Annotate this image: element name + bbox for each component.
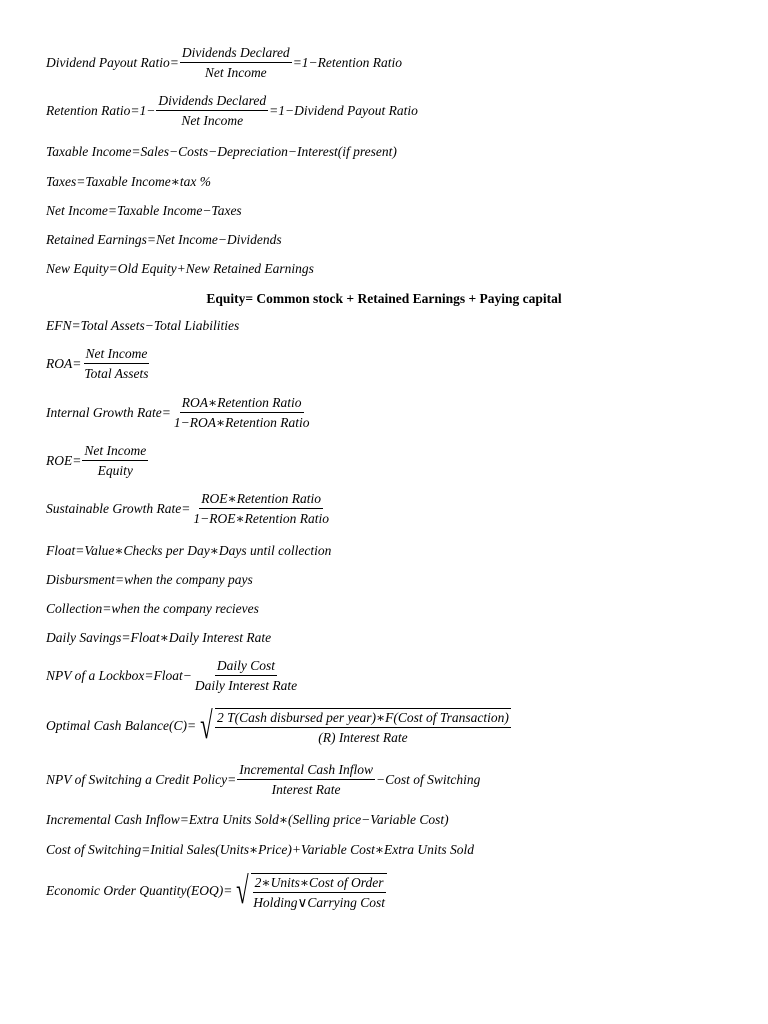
formula-eoq xyxy=(46,872,388,910)
radical-sign: √ xyxy=(200,705,213,747)
formula-daily-savings: Daily Savings=Float∗Daily Interest Rate xyxy=(46,630,272,645)
denominator: Total Assets xyxy=(84,365,149,381)
denominator: (R) Interest Rate xyxy=(318,729,408,745)
formula-disbursment: Disbursment=when the company pays xyxy=(46,572,253,587)
fraction xyxy=(237,763,375,796)
formula-lhs: Economic Order Quantity(EOQ)= xyxy=(46,883,233,899)
formula-roe xyxy=(46,444,149,477)
numerator: Dividends Declared xyxy=(156,94,268,111)
formula-sustainable-growth-rate xyxy=(46,492,332,525)
denominator: Net Income xyxy=(204,64,267,80)
numerator: ROA∗Retention Ratio xyxy=(180,396,304,413)
formula-retention-ratio xyxy=(46,94,418,127)
formula-efn: EFN=Total Assets−Total Liabilities xyxy=(46,318,240,333)
denominator: Holding∨Carrying Cost xyxy=(253,894,385,910)
formula-lhs: Optimal Cash Balance(C)= xyxy=(46,718,197,734)
formula-lhs: NPV of Switching a Credit Policy= xyxy=(46,771,237,787)
radical-sign: √ xyxy=(236,870,250,912)
formula-npv-lockbox xyxy=(46,659,300,692)
denominator: 1−ROA∗Retention Ratio xyxy=(173,414,310,430)
formula-lhs: ROA= xyxy=(46,355,82,371)
denominator: Equity xyxy=(97,462,133,478)
formula-lhs: Internal Growth Rate= xyxy=(46,404,171,420)
formula-rhs: =1−Retention Ratio xyxy=(292,54,403,70)
fraction xyxy=(172,396,312,429)
numerator: Incremental Cash Inflow xyxy=(237,763,375,780)
fraction xyxy=(82,347,150,380)
denominator: Daily Interest Rate xyxy=(194,677,298,693)
fraction xyxy=(251,873,387,909)
formula-net-income: Net Income=Taxable Income−Taxes xyxy=(46,203,242,218)
numerator: Daily Cost xyxy=(215,659,277,676)
fraction xyxy=(82,444,148,477)
formula-float: Float=Value∗Checks per Day∗Days until collection xyxy=(46,543,332,558)
denominator: Interest Rate xyxy=(271,781,341,797)
formula-new-equity: New Equity=Old Equity+New Retained Earnings xyxy=(46,261,314,276)
formula-rhs: =1−Dividend Payout Ratio xyxy=(269,102,418,118)
formula-cost-of-switching: Cost of Switching=Initial Sales(Units∗Price)+Variable Cost∗Extra Units Sold xyxy=(46,842,475,857)
formula-taxes: Taxes=Taxable Income∗tax % xyxy=(46,174,212,189)
fraction xyxy=(215,708,511,744)
formula-incremental-cash-inflow: Incremental Cash Inflow=Extra Units Sold∗(Selling price−Variable Cost) xyxy=(46,812,449,827)
formula-internal-growth-rate xyxy=(46,396,313,429)
formula-lhs: ROE= xyxy=(46,452,82,468)
formula-retained-earnings: Retained Earnings=Net Income−Dividends xyxy=(46,232,282,247)
formula-npv-switching-credit-policy xyxy=(46,763,480,796)
formula-roa xyxy=(46,347,152,380)
formula-collection: Collection=when the company recieves xyxy=(46,601,259,616)
formula-dividend-payout-ratio xyxy=(46,46,402,79)
formula-rhs: −Cost of Switching xyxy=(375,771,481,787)
formula-lhs: Retention Ratio=1− xyxy=(46,102,156,118)
numerator: Dividends Declared xyxy=(180,46,292,63)
numerator: ROE∗Retention Ratio xyxy=(199,492,323,509)
numerator: Net Income xyxy=(84,347,150,364)
formula-lhs: Dividend Payout Ratio= xyxy=(46,54,179,70)
square-root xyxy=(196,707,512,745)
fraction xyxy=(193,659,299,692)
fraction xyxy=(180,46,292,79)
fraction xyxy=(156,94,268,127)
denominator: Net Income xyxy=(181,112,244,128)
formula-lhs: Sustainable Growth Rate= xyxy=(46,500,191,516)
denominator: 1−ROE∗Retention Ratio xyxy=(193,510,329,526)
numerator: 2∗Units∗Cost of Order xyxy=(253,876,386,893)
fraction xyxy=(191,492,331,525)
numerator: 2 T(Cash disbursed per year)∗F(Cost of Transaction) xyxy=(215,711,511,728)
formula-taxable-income: Taxable Income=Sales−Costs−Depreciation−Interest(if present) xyxy=(46,144,397,159)
formula-lhs: NPV of a Lockbox=Float− xyxy=(46,667,192,683)
numerator: Net Income xyxy=(82,444,148,461)
formula-optimal-cash-balance xyxy=(46,707,512,745)
square-root xyxy=(232,872,388,910)
equity-note: Equity= Common stock + Retained Earnings + Paying capital xyxy=(206,291,562,306)
